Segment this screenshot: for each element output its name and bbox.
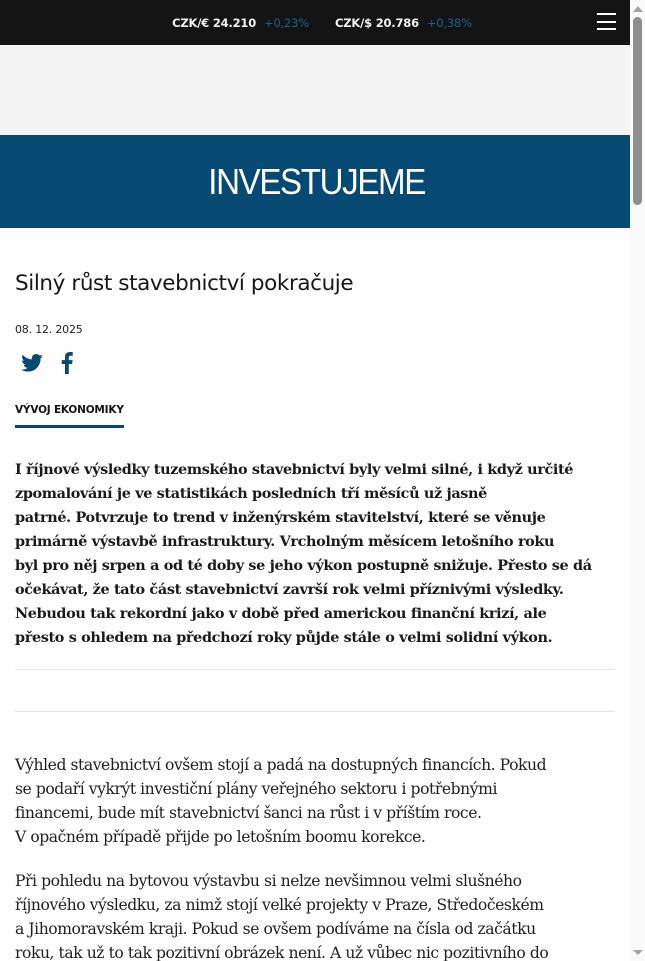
twitter-icon[interactable] [21,354,43,372]
paragraph-line: Při pohledu na bytovou výstavbu si nelze nevšimnou velmi slušného [15,872,522,890]
paragraph-line: roku, tak už to tak pozitivní obrázek není. A už vůbec nic pozitivního do [15,944,549,961]
rate-usd[interactable] [335,16,472,30]
article-paragraph [15,753,615,849]
article-lead [15,458,615,650]
site-logo[interactable]: INVESTUJEME [208,160,426,202]
ad-placeholder [0,45,630,135]
lead-line: Nebudou tak rekordní jako v době před americkou finanční krizí, ale [15,605,547,622]
article-paragraph [15,869,615,961]
currency-ticker-bar [0,0,630,45]
rate-usd-value: CZK/$ 20.786 [335,15,419,30]
article-date: 08. 12. 2025 [15,323,83,336]
category-tag[interactable]: VÝVOJ EKONOMIKY [15,404,124,428]
hamburger-line [597,28,616,30]
lead-line: patrné. Potvrzuje to trend v inženýrském stavitelství, které se věnuje [15,509,546,526]
divider [15,711,615,712]
hamburger-line [597,21,616,23]
paragraph-line: a Jihomoravském kraji. Pokud se ovšem podíváme na čísla od začátku [15,920,536,938]
divider [15,669,615,670]
paragraph-line: financemi, bude mít stavebnictví šanci na růst i v příštím roce. [15,804,482,822]
paragraph-line: říjnového výsledku, za nimž stojí velké projekty v Praze, Středočeském [15,896,544,914]
lead-line: očekávat, že tato část stavebnictví završí rok velmi příznivými výsledky. [15,581,564,598]
scroll-up-arrow-icon[interactable] [633,6,643,12]
lead-line: byl pro něj srpen a od té doby se jeho výkon postupně snižuje. Přesto se dá [15,557,592,574]
rate-eur[interactable] [172,16,309,30]
brand-banner [0,135,630,228]
share-buttons [15,352,615,374]
article-title: Silný růst stavebnictví pokračuje [15,271,354,296]
currency-rates [172,16,472,30]
vertical-scrollbar[interactable] [630,0,645,961]
lead-line: primárně výstavbě infrastruktury. Vrcholným měsícem letošního roku [15,533,555,550]
paragraph-line: Výhled stavebnictví ovšem stojí a padá na dostupných financích. Pokud [15,756,547,774]
paragraph-line: se podaří vykrýt investiční plány veřejného sektoru i potřebnými [15,780,497,798]
rate-eur-change: +0,23% [264,15,309,30]
article [0,269,630,961]
paragraph-line: V opačném případě přijde po letošním boomu korekce. [15,828,426,846]
scroll-down-arrow-icon[interactable] [633,950,643,955]
rate-usd-change: +0,38% [426,15,472,30]
lead-line: I říjnové výsledky tuzemského stavebnictví byly velmi silné, i když určité [15,461,574,478]
hamburger-menu-icon[interactable] [597,13,616,30]
lead-line: přesto s ohledem na předchozí roky půjde stále o velmi solidní výkon. [15,629,553,646]
hamburger-line [597,13,616,15]
rate-eur-value: CZK/€ 24.210 [172,15,257,30]
lead-line: zpomalování je ve statistikách posledních tří měsíců už jasně [15,485,487,502]
facebook-icon[interactable] [61,352,73,374]
scrollbar-thumb[interactable] [633,17,642,205]
